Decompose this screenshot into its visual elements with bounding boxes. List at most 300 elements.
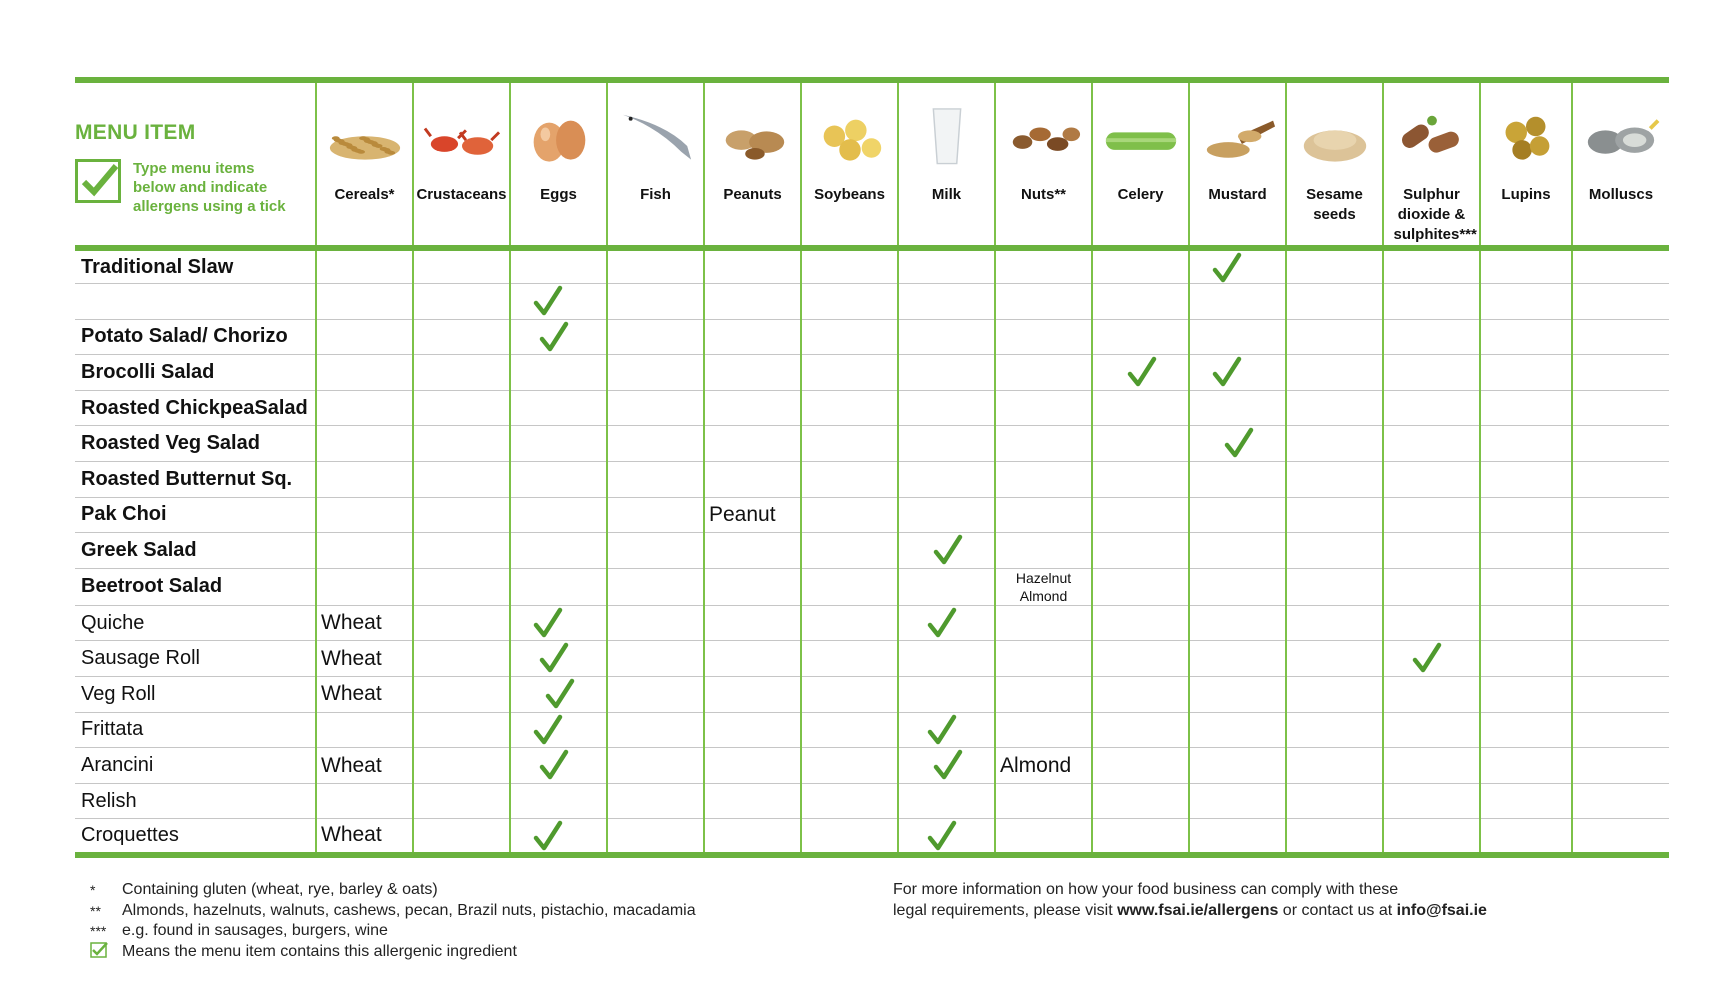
allergen-cell[interactable]	[1383, 497, 1480, 533]
allergen-cell[interactable]	[1092, 248, 1189, 284]
menu-item-name[interactable]: Roasted Veg Salad	[75, 426, 316, 462]
allergen-cell[interactable]	[1383, 248, 1480, 284]
allergen-cell[interactable]	[1572, 819, 1669, 855]
allergen-cell[interactable]	[607, 748, 704, 784]
allergen-cell[interactable]	[1480, 641, 1572, 677]
table-row	[75, 819, 1669, 855]
table-row	[75, 712, 1669, 748]
menu-item-name[interactable]: Potato Salad/ Chorizo	[75, 319, 316, 355]
allergen-cell[interactable]	[316, 748, 413, 784]
allergen-cell[interactable]	[1189, 462, 1286, 498]
allergen-cell[interactable]	[413, 390, 510, 426]
allergen-cell[interactable]	[1383, 712, 1480, 748]
allergen-cell[interactable]	[607, 641, 704, 677]
allergen-cell[interactable]	[510, 426, 607, 462]
allergen-cell[interactable]	[1480, 712, 1572, 748]
allergen-cell[interactable]	[1092, 819, 1189, 855]
allergen-cell[interactable]	[1383, 462, 1480, 498]
allergen-cell[interactable]	[995, 533, 1092, 569]
lupins-icon	[1487, 107, 1565, 167]
allergen-cell[interactable]	[995, 355, 1092, 391]
allergen-cell[interactable]	[316, 533, 413, 569]
allergen-note: Wheat	[321, 753, 382, 777]
allergen-cell[interactable]	[1286, 748, 1383, 784]
allergen-cell[interactable]	[510, 319, 607, 355]
allergen-cell[interactable]	[1480, 462, 1572, 498]
allergen-cell[interactable]	[1383, 677, 1480, 713]
allergen-cell[interactable]	[1092, 748, 1189, 784]
allergen-cell[interactable]	[995, 783, 1092, 819]
allergen-cell[interactable]	[1286, 355, 1383, 391]
allergen-cell[interactable]	[510, 497, 607, 533]
allergen-cell[interactable]	[1572, 605, 1669, 641]
allergen-cell[interactable]	[1572, 355, 1669, 391]
allergen-cell[interactable]	[1480, 677, 1572, 713]
allergen-cell[interactable]	[1383, 819, 1480, 855]
allergen-cell[interactable]	[607, 533, 704, 569]
allergen-cell[interactable]	[1189, 533, 1286, 569]
allergen-cell[interactable]	[316, 284, 413, 320]
allergen-cell[interactable]	[413, 533, 510, 569]
allergen-cell[interactable]	[316, 641, 413, 677]
allergen-cell[interactable]	[704, 605, 801, 641]
allergen-cell[interactable]	[413, 497, 510, 533]
allergen-cell[interactable]	[1092, 426, 1189, 462]
allergen-cell[interactable]	[413, 605, 510, 641]
allergen-cell[interactable]	[316, 783, 413, 819]
allergen-label: Soybeans	[814, 186, 885, 203]
allergen-label: Fish	[640, 186, 671, 203]
allergen-cell[interactable]	[413, 712, 510, 748]
allergen-cell[interactable]	[1383, 533, 1480, 569]
allergen-cell[interactable]	[1189, 319, 1286, 355]
allergen-cell[interactable]	[995, 248, 1092, 284]
allergen-cell[interactable]	[1286, 533, 1383, 569]
allergen-note: Peanut	[709, 502, 776, 526]
allergen-cell[interactable]	[995, 462, 1092, 498]
allergen-cell[interactable]	[1286, 783, 1383, 819]
menu-item-name[interactable]: Brocolli Salad	[75, 355, 316, 391]
allergen-cell[interactable]	[1286, 426, 1383, 462]
website-link[interactable]: www.fsai.ie/allergens	[1117, 901, 1279, 919]
allergen-cell[interactable]	[510, 462, 607, 498]
menu-item-name[interactable]: Traditional Slaw	[75, 248, 316, 284]
allergen-cell[interactable]	[1092, 497, 1189, 533]
allergen-cell[interactable]	[607, 819, 704, 855]
allergen-cell[interactable]	[316, 390, 413, 426]
allergen-cell[interactable]	[1189, 390, 1286, 426]
allergen-cell[interactable]	[995, 568, 1092, 605]
allergen-cell[interactable]	[704, 390, 801, 426]
allergen-cell[interactable]	[1383, 390, 1480, 426]
allergen-cell[interactable]	[1189, 748, 1286, 784]
allergen-cell[interactable]	[1572, 497, 1669, 533]
allergen-cell[interactable]	[704, 748, 801, 784]
allergen-cell[interactable]	[1480, 748, 1572, 784]
allergen-cell[interactable]	[607, 783, 704, 819]
allergen-cell[interactable]	[607, 426, 704, 462]
allergen-cell[interactable]	[801, 390, 898, 426]
tick-icon	[933, 749, 963, 781]
allergen-cell[interactable]	[1572, 783, 1669, 819]
allergen-cell[interactable]	[1383, 748, 1480, 784]
allergen-cell[interactable]	[316, 319, 413, 355]
allergen-cell[interactable]	[1286, 641, 1383, 677]
allergen-cell[interactable]	[801, 284, 898, 320]
allergen-cell[interactable]	[1092, 783, 1189, 819]
allergen-cell[interactable]	[1572, 677, 1669, 713]
allergen-cell[interactable]	[704, 712, 801, 748]
allergen-cell[interactable]	[995, 712, 1092, 748]
menu-item-name[interactable]: Relish	[75, 783, 316, 819]
allergen-cell[interactable]	[898, 677, 995, 713]
allergen-cell[interactable]	[413, 462, 510, 498]
allergen-cell[interactable]	[704, 462, 801, 498]
allergen-cell[interactable]	[607, 712, 704, 748]
allergen-cell[interactable]	[995, 319, 1092, 355]
allergen-cell[interactable]	[801, 462, 898, 498]
allergen-cell[interactable]	[510, 712, 607, 748]
allergen-cell[interactable]	[316, 462, 413, 498]
allergen-cell[interactable]	[1286, 819, 1383, 855]
menu-item-name[interactable]: Quiche	[75, 605, 316, 641]
allergen-cell[interactable]	[801, 712, 898, 748]
allergen-cell[interactable]	[1286, 497, 1383, 533]
allergen-cell[interactable]	[1189, 284, 1286, 320]
allergen-cell[interactable]	[413, 426, 510, 462]
allergen-cell[interactable]	[1286, 319, 1383, 355]
allergen-cell[interactable]	[413, 677, 510, 713]
allergen-cell[interactable]	[1572, 284, 1669, 320]
allergen-header-sesame	[1286, 80, 1383, 248]
allergen-cell[interactable]	[801, 605, 898, 641]
allergen-cell[interactable]	[316, 497, 413, 533]
allergen-cell[interactable]	[607, 248, 704, 284]
menu-item-name[interactable]: Roasted ChickpeaSalad	[75, 390, 316, 426]
allergen-cell[interactable]	[995, 641, 1092, 677]
allergen-cell[interactable]	[510, 677, 607, 713]
allergen-note: Hazelnut Almond	[1015, 569, 1072, 604]
allergen-cell[interactable]	[316, 568, 413, 605]
tick-icon	[1224, 427, 1254, 459]
allergen-cell[interactable]	[1480, 426, 1572, 462]
allergen-cell[interactable]	[510, 748, 607, 784]
menu-item-header	[75, 80, 316, 248]
allergen-cell[interactable]	[607, 390, 704, 426]
menu-item-name[interactable]	[75, 284, 316, 320]
allergen-cell[interactable]	[1286, 605, 1383, 641]
allergen-cell[interactable]	[704, 284, 801, 320]
allergen-cell[interactable]	[1092, 641, 1189, 677]
allergen-cell[interactable]	[1480, 319, 1572, 355]
allergen-cell[interactable]	[704, 783, 801, 819]
allergen-cell[interactable]	[413, 319, 510, 355]
allergen-cell[interactable]	[704, 677, 801, 713]
allergen-cell[interactable]	[1480, 783, 1572, 819]
allergen-label: Celery	[1117, 186, 1164, 203]
allergen-cell[interactable]	[607, 462, 704, 498]
allergen-cell[interactable]	[1189, 641, 1286, 677]
table-row	[75, 426, 1669, 462]
allergen-cell[interactable]	[1480, 605, 1572, 641]
allergen-cell[interactable]	[801, 355, 898, 391]
allergen-cell[interactable]	[995, 497, 1092, 533]
allergen-cell[interactable]	[995, 677, 1092, 713]
allergen-cell[interactable]	[607, 568, 704, 605]
allergen-cell[interactable]	[1572, 426, 1669, 462]
crustaceans-icon	[423, 107, 501, 167]
allergen-cell[interactable]	[898, 248, 995, 284]
allergen-cell[interactable]	[704, 497, 801, 533]
tick-icon	[545, 678, 575, 710]
allergen-cell[interactable]	[413, 819, 510, 855]
allergen-cell[interactable]	[704, 248, 801, 284]
allergen-cell[interactable]	[1383, 426, 1480, 462]
allergen-cell[interactable]	[1092, 462, 1189, 498]
allergen-cell[interactable]	[1572, 390, 1669, 426]
allergen-header-nuts	[995, 80, 1092, 248]
allergen-cell[interactable]	[1286, 568, 1383, 605]
allergen-cell[interactable]	[1480, 355, 1572, 391]
milk-icon	[908, 107, 986, 167]
allergen-cell[interactable]	[1572, 462, 1669, 498]
allergen-cell[interactable]	[1092, 319, 1189, 355]
allergen-cell[interactable]	[801, 497, 898, 533]
allergen-cell[interactable]	[1572, 533, 1669, 569]
menu-item-name[interactable]: Roasted Butternut Sq.	[75, 462, 316, 498]
allergen-cell[interactable]	[1092, 533, 1189, 569]
allergen-cell[interactable]	[1092, 712, 1189, 748]
allergen-cell[interactable]	[607, 355, 704, 391]
allergen-cell[interactable]	[898, 390, 995, 426]
allergen-cell[interactable]	[1480, 533, 1572, 569]
allergen-header-eggs	[510, 80, 607, 248]
email-link[interactable]: info@fsai.ie	[1396, 901, 1487, 919]
allergen-cell[interactable]	[898, 319, 995, 355]
allergen-cell[interactable]	[995, 748, 1092, 784]
allergen-cell[interactable]	[801, 319, 898, 355]
allergen-cell[interactable]	[607, 497, 704, 533]
allergen-cell[interactable]	[413, 248, 510, 284]
menu-item-name[interactable]: Croquettes	[75, 819, 316, 855]
allergen-cell[interactable]	[1189, 426, 1286, 462]
menu-item-name[interactable]: Sausage Roll	[75, 641, 316, 677]
allergen-cell[interactable]	[1092, 677, 1189, 713]
menu-item-name[interactable]: Frittata	[75, 712, 316, 748]
allergen-cell[interactable]	[1480, 248, 1572, 284]
allergen-cell[interactable]	[801, 819, 898, 855]
allergen-cell[interactable]	[1286, 712, 1383, 748]
allergen-cell[interactable]	[801, 533, 898, 569]
allergen-cell[interactable]	[995, 284, 1092, 320]
allergen-cell[interactable]	[1189, 497, 1286, 533]
allergen-cell[interactable]	[1480, 568, 1572, 605]
allergen-cell[interactable]	[1189, 783, 1286, 819]
table-row	[75, 568, 1669, 605]
allergen-cell[interactable]	[1383, 284, 1480, 320]
allergen-cell[interactable]	[898, 462, 995, 498]
allergen-cell[interactable]	[898, 712, 995, 748]
allergen-header-crustaceans	[413, 80, 510, 248]
allergen-cell[interactable]	[510, 390, 607, 426]
table-row	[75, 462, 1669, 498]
allergen-cell[interactable]	[1189, 677, 1286, 713]
allergen-cell[interactable]	[316, 248, 413, 284]
allergen-cell[interactable]	[1480, 390, 1572, 426]
allergen-cell[interactable]	[1189, 605, 1286, 641]
allergen-cell[interactable]	[995, 819, 1092, 855]
allergen-cell[interactable]	[510, 605, 607, 641]
allergen-cell[interactable]	[1572, 748, 1669, 784]
allergen-cell[interactable]	[607, 677, 704, 713]
allergen-cell[interactable]	[510, 783, 607, 819]
allergen-cell[interactable]	[995, 426, 1092, 462]
allergen-cell[interactable]	[704, 319, 801, 355]
menu-item-name[interactable]: Greek Salad	[75, 533, 316, 569]
allergen-cell[interactable]	[995, 605, 1092, 641]
allergen-cell[interactable]	[801, 248, 898, 284]
allergen-cell[interactable]	[704, 426, 801, 462]
allergen-cell[interactable]	[510, 284, 607, 320]
allergen-cell[interactable]	[1189, 568, 1286, 605]
allergen-cell[interactable]	[413, 641, 510, 677]
allergen-header-soybeans	[801, 80, 898, 248]
allergen-cell[interactable]	[898, 641, 995, 677]
allergen-cell[interactable]	[413, 568, 510, 605]
allergen-cell[interactable]	[413, 284, 510, 320]
allergen-cell[interactable]	[704, 641, 801, 677]
allergen-cell[interactable]	[898, 355, 995, 391]
allergen-cell[interactable]	[607, 605, 704, 641]
allergen-cell[interactable]	[704, 533, 801, 569]
allergen-cell[interactable]	[1383, 319, 1480, 355]
allergen-cell[interactable]	[898, 819, 995, 855]
allergen-label: Cereals*	[334, 186, 395, 203]
allergen-cell[interactable]	[704, 568, 801, 605]
allergen-cell[interactable]	[1286, 390, 1383, 426]
allergen-cell[interactable]	[801, 748, 898, 784]
sulphites-icon	[1393, 107, 1471, 167]
allergen-cell[interactable]	[898, 748, 995, 784]
allergen-cell[interactable]	[316, 355, 413, 391]
allergen-cell[interactable]	[898, 568, 995, 605]
menu-item-name[interactable]: Veg Roll	[75, 677, 316, 713]
allergen-cell[interactable]	[1572, 319, 1669, 355]
allergen-cell[interactable]	[898, 284, 995, 320]
allergen-cell[interactable]	[607, 319, 704, 355]
allergen-cell[interactable]	[898, 605, 995, 641]
allergen-cell[interactable]	[1572, 248, 1669, 284]
allergen-cell[interactable]	[316, 426, 413, 462]
table-row	[75, 533, 1669, 569]
allergen-cell[interactable]	[1286, 284, 1383, 320]
allergen-cell[interactable]	[898, 497, 995, 533]
allergen-cell[interactable]	[510, 355, 607, 391]
allergen-cell[interactable]	[1572, 712, 1669, 748]
allergen-cell[interactable]	[1092, 284, 1189, 320]
footnote: * Containing gluten (wheat, rye, barley & oats)	[90, 881, 438, 898]
allergen-cell[interactable]	[801, 783, 898, 819]
allergen-cell[interactable]	[1189, 819, 1286, 855]
allergen-label: Crustaceans	[416, 186, 507, 203]
footnote: *** e.g. found in sausages, burgers, wine	[90, 922, 388, 939]
allergen-cell[interactable]	[510, 248, 607, 284]
allergen-cell[interactable]	[1092, 605, 1189, 641]
allergen-cell[interactable]	[413, 783, 510, 819]
allergen-cell[interactable]	[1480, 497, 1572, 533]
allergen-cell[interactable]	[1092, 568, 1189, 605]
allergen-header-lupins	[1480, 80, 1572, 248]
allergen-cell[interactable]	[510, 533, 607, 569]
table-row	[75, 390, 1669, 426]
allergen-cell[interactable]	[1092, 390, 1189, 426]
tick-icon	[533, 714, 563, 746]
allergen-cell[interactable]	[704, 355, 801, 391]
allergen-label: Milk	[931, 186, 962, 203]
allergen-cell[interactable]	[1189, 712, 1286, 748]
allergen-cell[interactable]	[316, 677, 413, 713]
allergen-cell[interactable]	[995, 390, 1092, 426]
allergen-cell[interactable]	[1572, 641, 1669, 677]
allergen-cell[interactable]	[801, 641, 898, 677]
allergen-cell[interactable]	[1383, 568, 1480, 605]
allergen-label: Peanuts	[723, 186, 782, 203]
tick-icon	[1212, 356, 1242, 388]
allergen-cell[interactable]	[1286, 248, 1383, 284]
allergen-table	[75, 77, 1669, 858]
allergen-cell[interactable]	[510, 819, 607, 855]
allergen-cell[interactable]	[316, 605, 413, 641]
more-info: For more information on how your food business can comply with these legal requirements, please visit www.fsai.ie/allergens or contact us at info@fsai.ie	[893, 881, 1487, 919]
allergen-cell[interactable]	[898, 533, 995, 569]
allergen-cell[interactable]	[898, 426, 995, 462]
allergen-cell[interactable]	[316, 819, 413, 855]
menu-item-name[interactable]: Arancini	[75, 748, 316, 784]
allergen-cell[interactable]	[413, 748, 510, 784]
allergen-cell[interactable]	[510, 641, 607, 677]
fish-icon	[617, 107, 695, 167]
allergen-cell[interactable]	[1383, 605, 1480, 641]
allergen-cell[interactable]	[801, 426, 898, 462]
allergen-cell[interactable]	[1383, 641, 1480, 677]
menu-item-name[interactable]: Pak Choi	[75, 497, 316, 533]
allergen-cell[interactable]	[1383, 783, 1480, 819]
allergen-cell[interactable]	[1480, 819, 1572, 855]
allergen-cell[interactable]	[1286, 462, 1383, 498]
allergen-cell[interactable]	[1572, 568, 1669, 605]
allergen-cell[interactable]	[607, 284, 704, 320]
allergen-cell[interactable]	[316, 712, 413, 748]
allergen-cell[interactable]	[801, 677, 898, 713]
allergen-cell[interactable]	[704, 819, 801, 855]
soybeans-icon	[811, 107, 889, 167]
allergen-cell[interactable]	[413, 355, 510, 391]
allergen-cell[interactable]	[1189, 248, 1286, 284]
allergen-cell[interactable]	[1480, 284, 1572, 320]
table-row	[75, 605, 1669, 641]
allergen-cell[interactable]	[510, 568, 607, 605]
molluscs-icon	[1582, 107, 1660, 167]
allergen-header-fish	[607, 80, 704, 248]
allergen-header-peanuts	[704, 80, 801, 248]
allergen-cell[interactable]	[898, 783, 995, 819]
allergen-cell[interactable]	[1092, 355, 1189, 391]
allergen-cell[interactable]	[1286, 677, 1383, 713]
allergen-cell[interactable]	[1383, 355, 1480, 391]
allergen-cell[interactable]	[801, 568, 898, 605]
menu-item-name[interactable]: Beetroot Salad	[75, 568, 316, 605]
allergen-cell[interactable]	[1189, 355, 1286, 391]
